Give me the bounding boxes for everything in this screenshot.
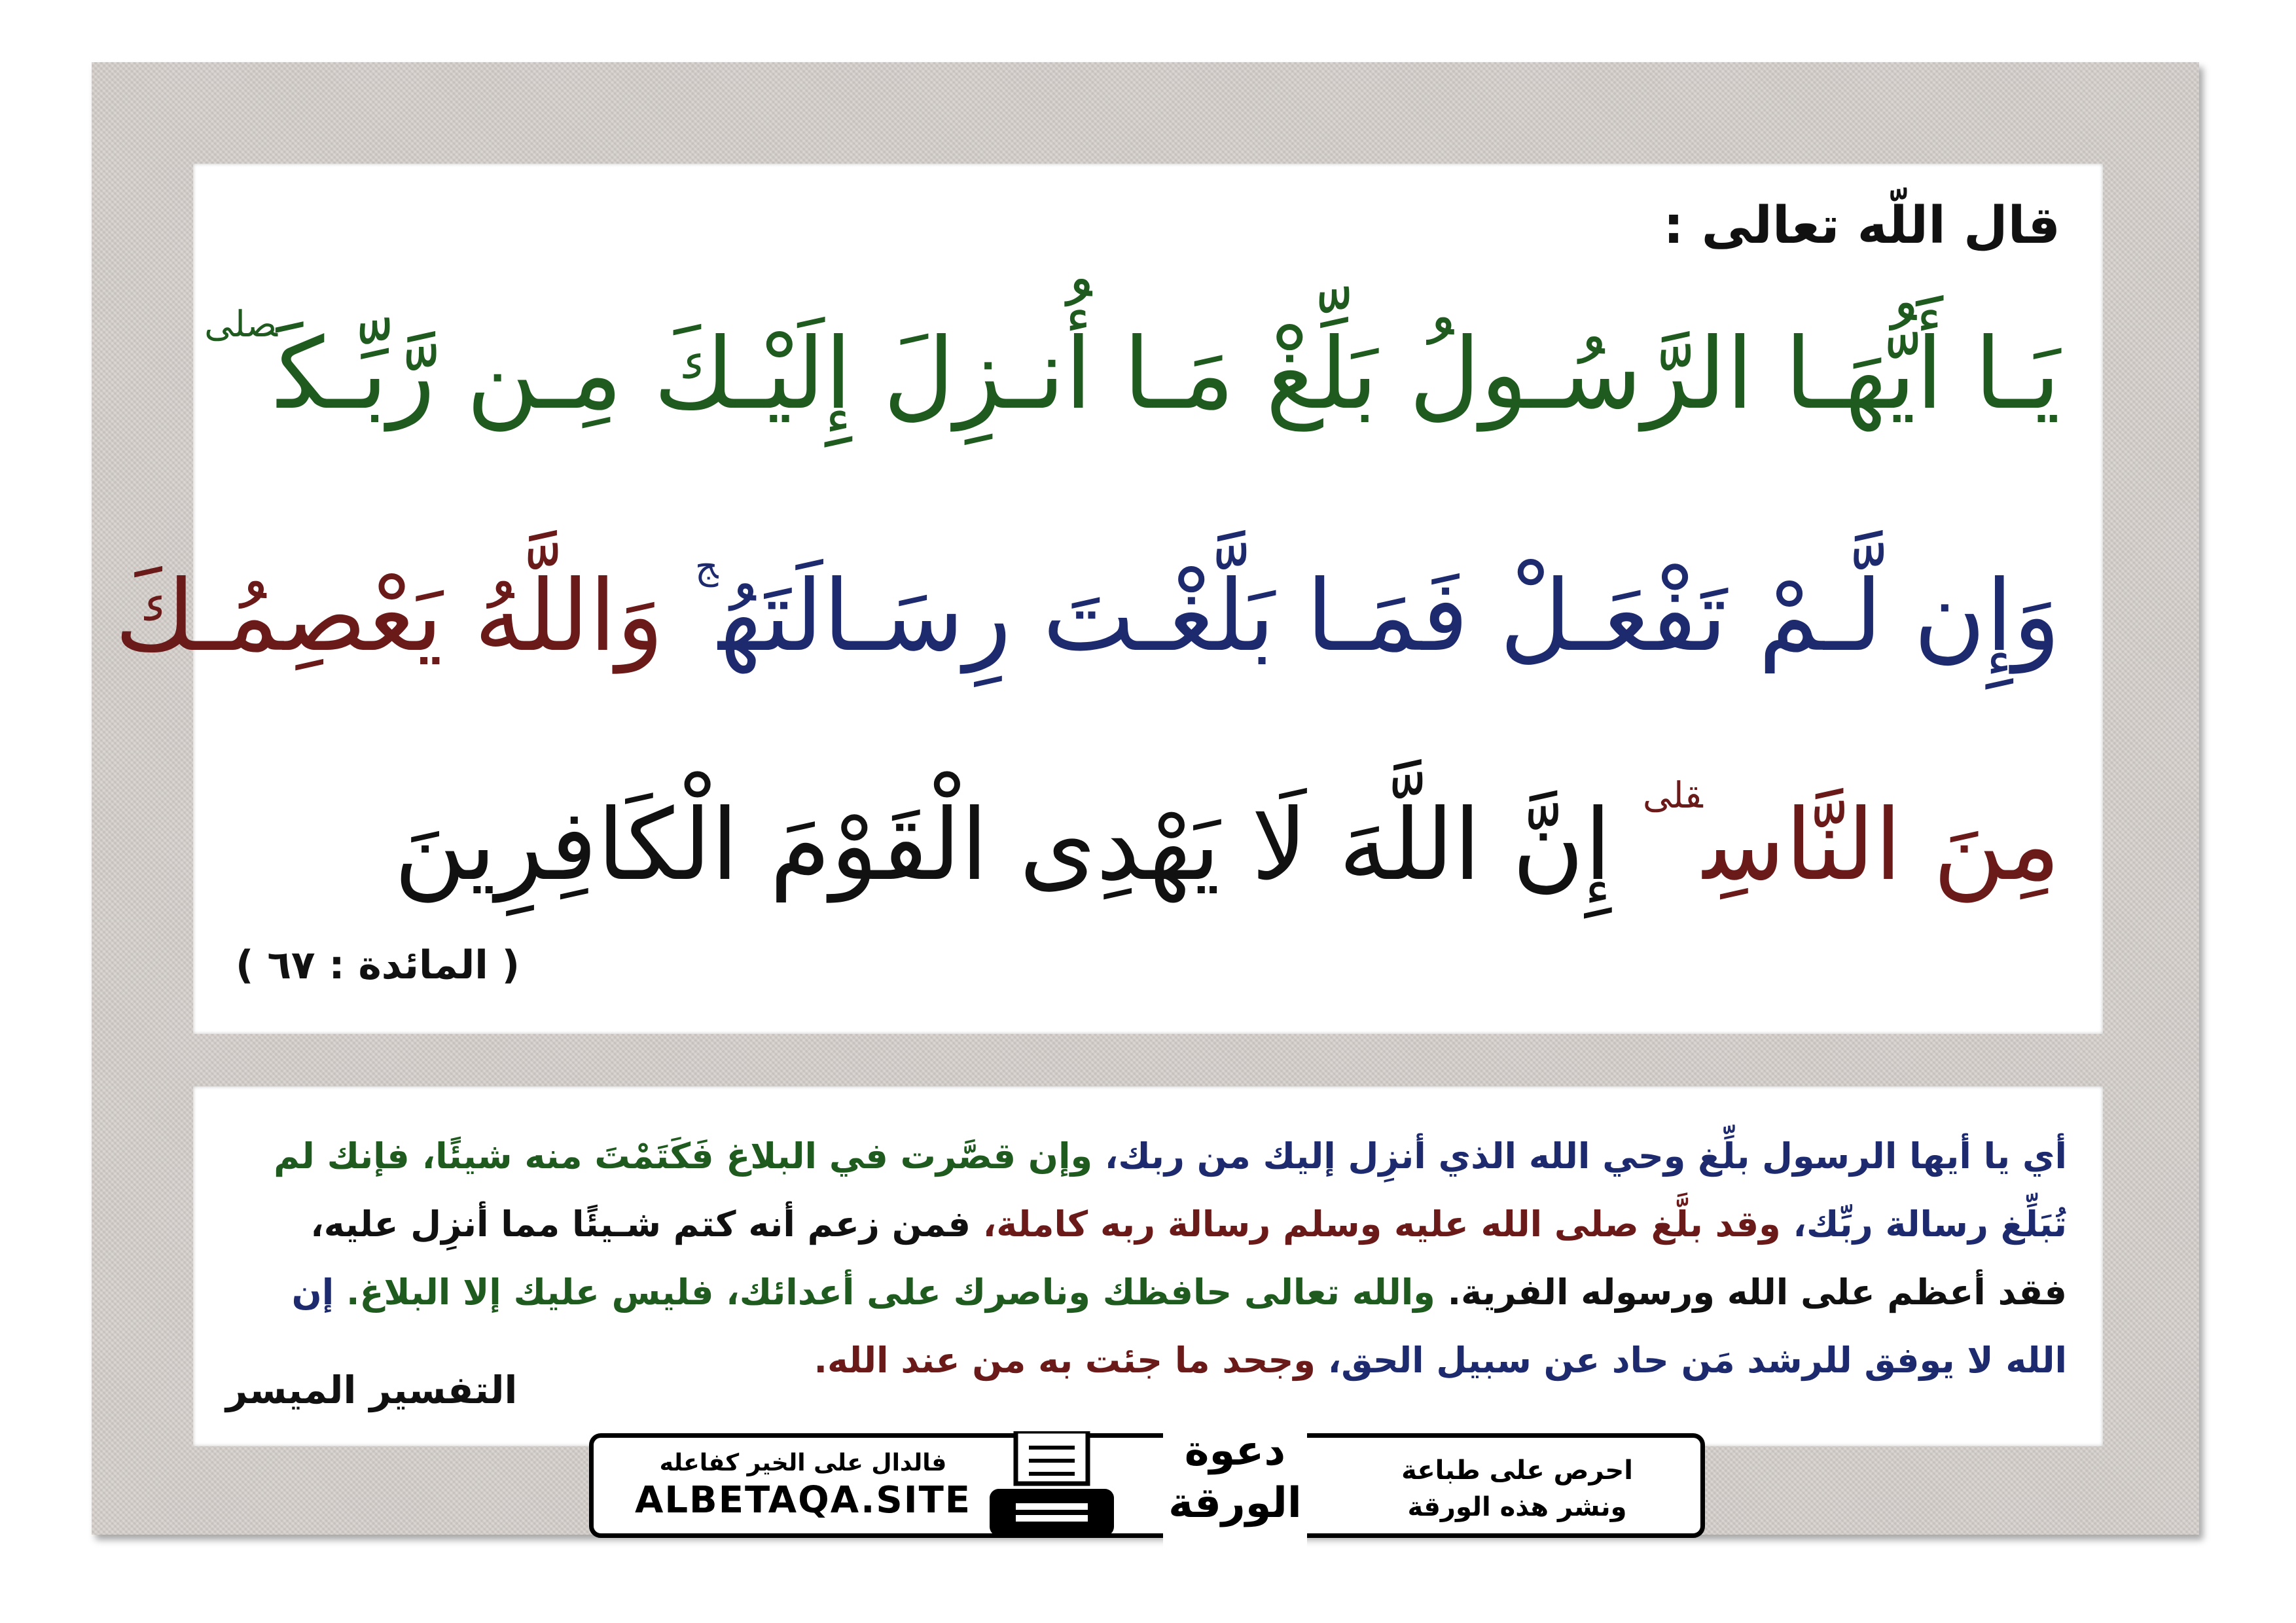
tafsir-segment: وجحد ما جئت به من عند الله.	[814, 1340, 1328, 1381]
verse-line-1	[204, 303, 2060, 431]
dawat-alwaraqa-logo	[1163, 1412, 1307, 1556]
verse-line-1-text: يَـا أَيُّهَـا الرَّسُـولُ بَلِّغْ مَـا أُنـزِلَ إِلَيْـكَ مِـن رَّبِّـكَ	[277, 317, 2060, 431]
print-note-line-2: ونشر هذه الورقة	[1407, 1492, 1627, 1522]
tafsir-line-1	[234, 1122, 2067, 1190]
verse-line-2-part-b: وَاللَّهُ يَعْصِمُـكَ	[115, 560, 664, 673]
tafsir-segment: أي يا أيها الرسول بلِّغ وحي الله الذي أنزِل إليك من ربك،	[1104, 1135, 2067, 1177]
tafsir-line-3	[234, 1258, 2067, 1327]
tafsir-segment: إن	[291, 1272, 347, 1313]
tafsir-segment: الله لا يوفق للرشد مَن حاد عن سبيل الحق،	[1327, 1340, 2067, 1381]
tafsir-segment: تُبَلِّغ رسالة ربِّك،	[1793, 1204, 2067, 1245]
tafsir-line-2	[234, 1190, 2067, 1258]
tafsir-text	[234, 1122, 2067, 1395]
tafsir-segment: وقد بلَّغ صلى الله عليه وسلم رسالة ربه كاملة،	[982, 1204, 1793, 1245]
printer-icon	[986, 1431, 1130, 1543]
tafsir-segment: فمن زعم أنه كتم شـيئًا مما أنزِل عليه،	[310, 1204, 983, 1245]
verse-line-2	[115, 545, 2060, 673]
verse-reference: ( المائدة : ٦٧ )	[236, 942, 520, 988]
tafsir-source: التفسير الميسر	[226, 1368, 518, 1412]
verse-pause-mark-2: ج	[694, 545, 719, 587]
tafsir-segment: وإن قصَّرت في البلاغ فَكَتَمْتَ منه شيئًا، فإنك لم	[274, 1135, 1105, 1177]
verse-line-3-part-a: مِنَ النَّاسِ	[1702, 789, 2060, 902]
verse-line-3	[228, 774, 2060, 902]
footer-print-note	[1354, 1452, 1681, 1525]
verse-line-2-part-a: وَإِن لَّـمْ تَفْعَـلْ فَمَـا بَلَّغْـتَ رِسَـالَتَهُ	[718, 560, 2060, 673]
website-link[interactable]: ALBETAQA.SITE	[634, 1479, 972, 1522]
verse-pause-mark-1: صلى	[204, 303, 278, 345]
verse-line-3-part-b: إِنَّ اللَّهَ لَا يَهْدِى الْقَوْمَ الْكَافِرِينَ	[393, 789, 1612, 902]
footer-cta-block	[613, 1450, 993, 1522]
intro-heading: قال اللّه تعالى :	[1663, 196, 2060, 255]
tafsir-segment: والله تعالى حافظك وناصرك على أعدائك، فليس عليك إلا البلاغ.	[346, 1272, 1448, 1313]
print-note-line-1: احرص على طباعة	[1401, 1455, 1633, 1486]
footer-cta-text: فالدال على الخير كفاعله	[659, 1450, 947, 1476]
footer-banner	[589, 1427, 1705, 1538]
logo-text	[1163, 1425, 1307, 1529]
verse-pause-mark-3: قلى	[1642, 774, 1703, 816]
logo-line-1: دعوة	[1184, 1427, 1286, 1475]
logo-line-2: الورقة	[1168, 1479, 1302, 1527]
tafsir-segment: فقد أعظم على الله ورسوله الفرية.	[1447, 1272, 2067, 1313]
